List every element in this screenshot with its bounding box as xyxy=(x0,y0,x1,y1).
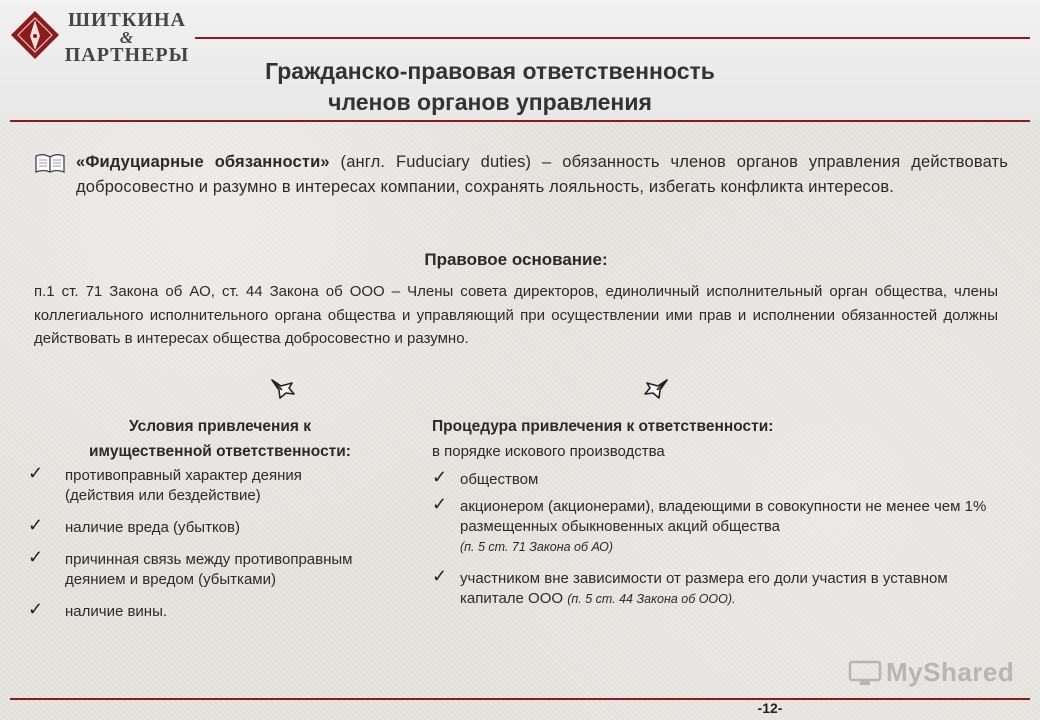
conditions-heading-line2: имущественной ответственности: xyxy=(89,443,351,460)
intro-term: «Фидуциарные обязанности» xyxy=(76,153,330,171)
checkmark-icon: ✓ xyxy=(28,547,44,567)
watermark-icon xyxy=(848,658,882,688)
checkmark-icon: ✓ xyxy=(28,463,44,483)
brand-amp: & xyxy=(119,28,135,47)
legal-basis-text: п.1 ст. 71 Закона об АО, ст. 44 Закона об ООО – Члены совета директоров, единоличный исполнительный орган общества, члены коллегиального исполнительного органа общества и управляющий при осуществлении ими прав и исполнении обязанностей должны действовать в интересах общества добросовестно и разумно. xyxy=(34,283,998,347)
procedure-heading: Процедура привлечения к ответственности: xyxy=(432,418,774,435)
top-rule xyxy=(195,37,1030,39)
conditions-column xyxy=(30,414,430,634)
footer-rule xyxy=(10,698,1030,700)
brand-line2: ПАРТНЕРЫ xyxy=(64,44,190,66)
legal-basis-heading: Правовое основание: xyxy=(424,250,608,269)
checkmark-icon: ✓ xyxy=(28,515,44,535)
conditions-heading-line1: Условия привлечения к xyxy=(129,418,311,435)
header xyxy=(0,0,1040,120)
list-item: ✓ наличие вреда (убытков) xyxy=(28,515,240,536)
pointing-hand-left-icon xyxy=(268,377,296,401)
procedure-list xyxy=(432,467,1007,609)
list-item: ✓ причинная связь между противоправным деянием и вредом (убытками) xyxy=(28,547,353,588)
list-item: ✓ наличие вины. xyxy=(28,599,168,620)
list-item: ✓ противоправный характер деяния (действия или бездействие) xyxy=(28,463,302,504)
brand-line1: ШИТКИНА xyxy=(68,9,186,31)
page-title xyxy=(200,56,780,118)
book-icon xyxy=(34,152,66,174)
header-rule xyxy=(10,120,1030,122)
checkmark-icon: ✓ xyxy=(432,467,448,487)
checkmark-icon: ✓ xyxy=(28,599,44,619)
conditions-heading xyxy=(30,414,410,464)
checkmark-icon: ✓ xyxy=(432,494,448,514)
conditions-list xyxy=(28,463,430,622)
procedure-column xyxy=(432,414,1007,613)
page-number: -12- xyxy=(757,700,783,716)
logo-icon xyxy=(10,10,60,60)
checkmark-icon: ✓ xyxy=(432,566,448,586)
watermark-text: MyShared xyxy=(886,657,1015,687)
list-item: ✓ участником вне зависимости от размера его доли участия в уставном капитале ООО (п. 5 ст. 44 Закона об ООО). xyxy=(432,566,948,607)
intro-text xyxy=(76,150,1008,200)
legal-reference: (п. 5 ст. 44 Закона об ООО). xyxy=(567,592,736,606)
legal-reference: (п. 5 ст. 71 Закона об АО) xyxy=(460,540,614,554)
pointing-hand-right-icon xyxy=(643,377,671,401)
title-line2: членов органов управления xyxy=(328,89,652,115)
list-item: ✓ акционером (акционерами), владеющими в совокупности не менее чем 1% размещенных обыкновенных акций общества (п. 5 ст. 71 Закона об АО) xyxy=(432,494,987,554)
brand-logo-text xyxy=(62,10,192,66)
intro-block xyxy=(34,150,1008,200)
intro-definition: (англ. Fuduciary duties) – обязанность членов органов управления действовать добросовестно и разумно в интересах компании, сохранять лояльность, избегать конфликта интересов. xyxy=(76,153,1008,196)
list-item: ✓ обществом xyxy=(432,467,539,488)
procedure-subheading: в порядке искового производства xyxy=(432,443,665,460)
title-line1: Гражданско-правовая ответственность xyxy=(265,58,715,84)
